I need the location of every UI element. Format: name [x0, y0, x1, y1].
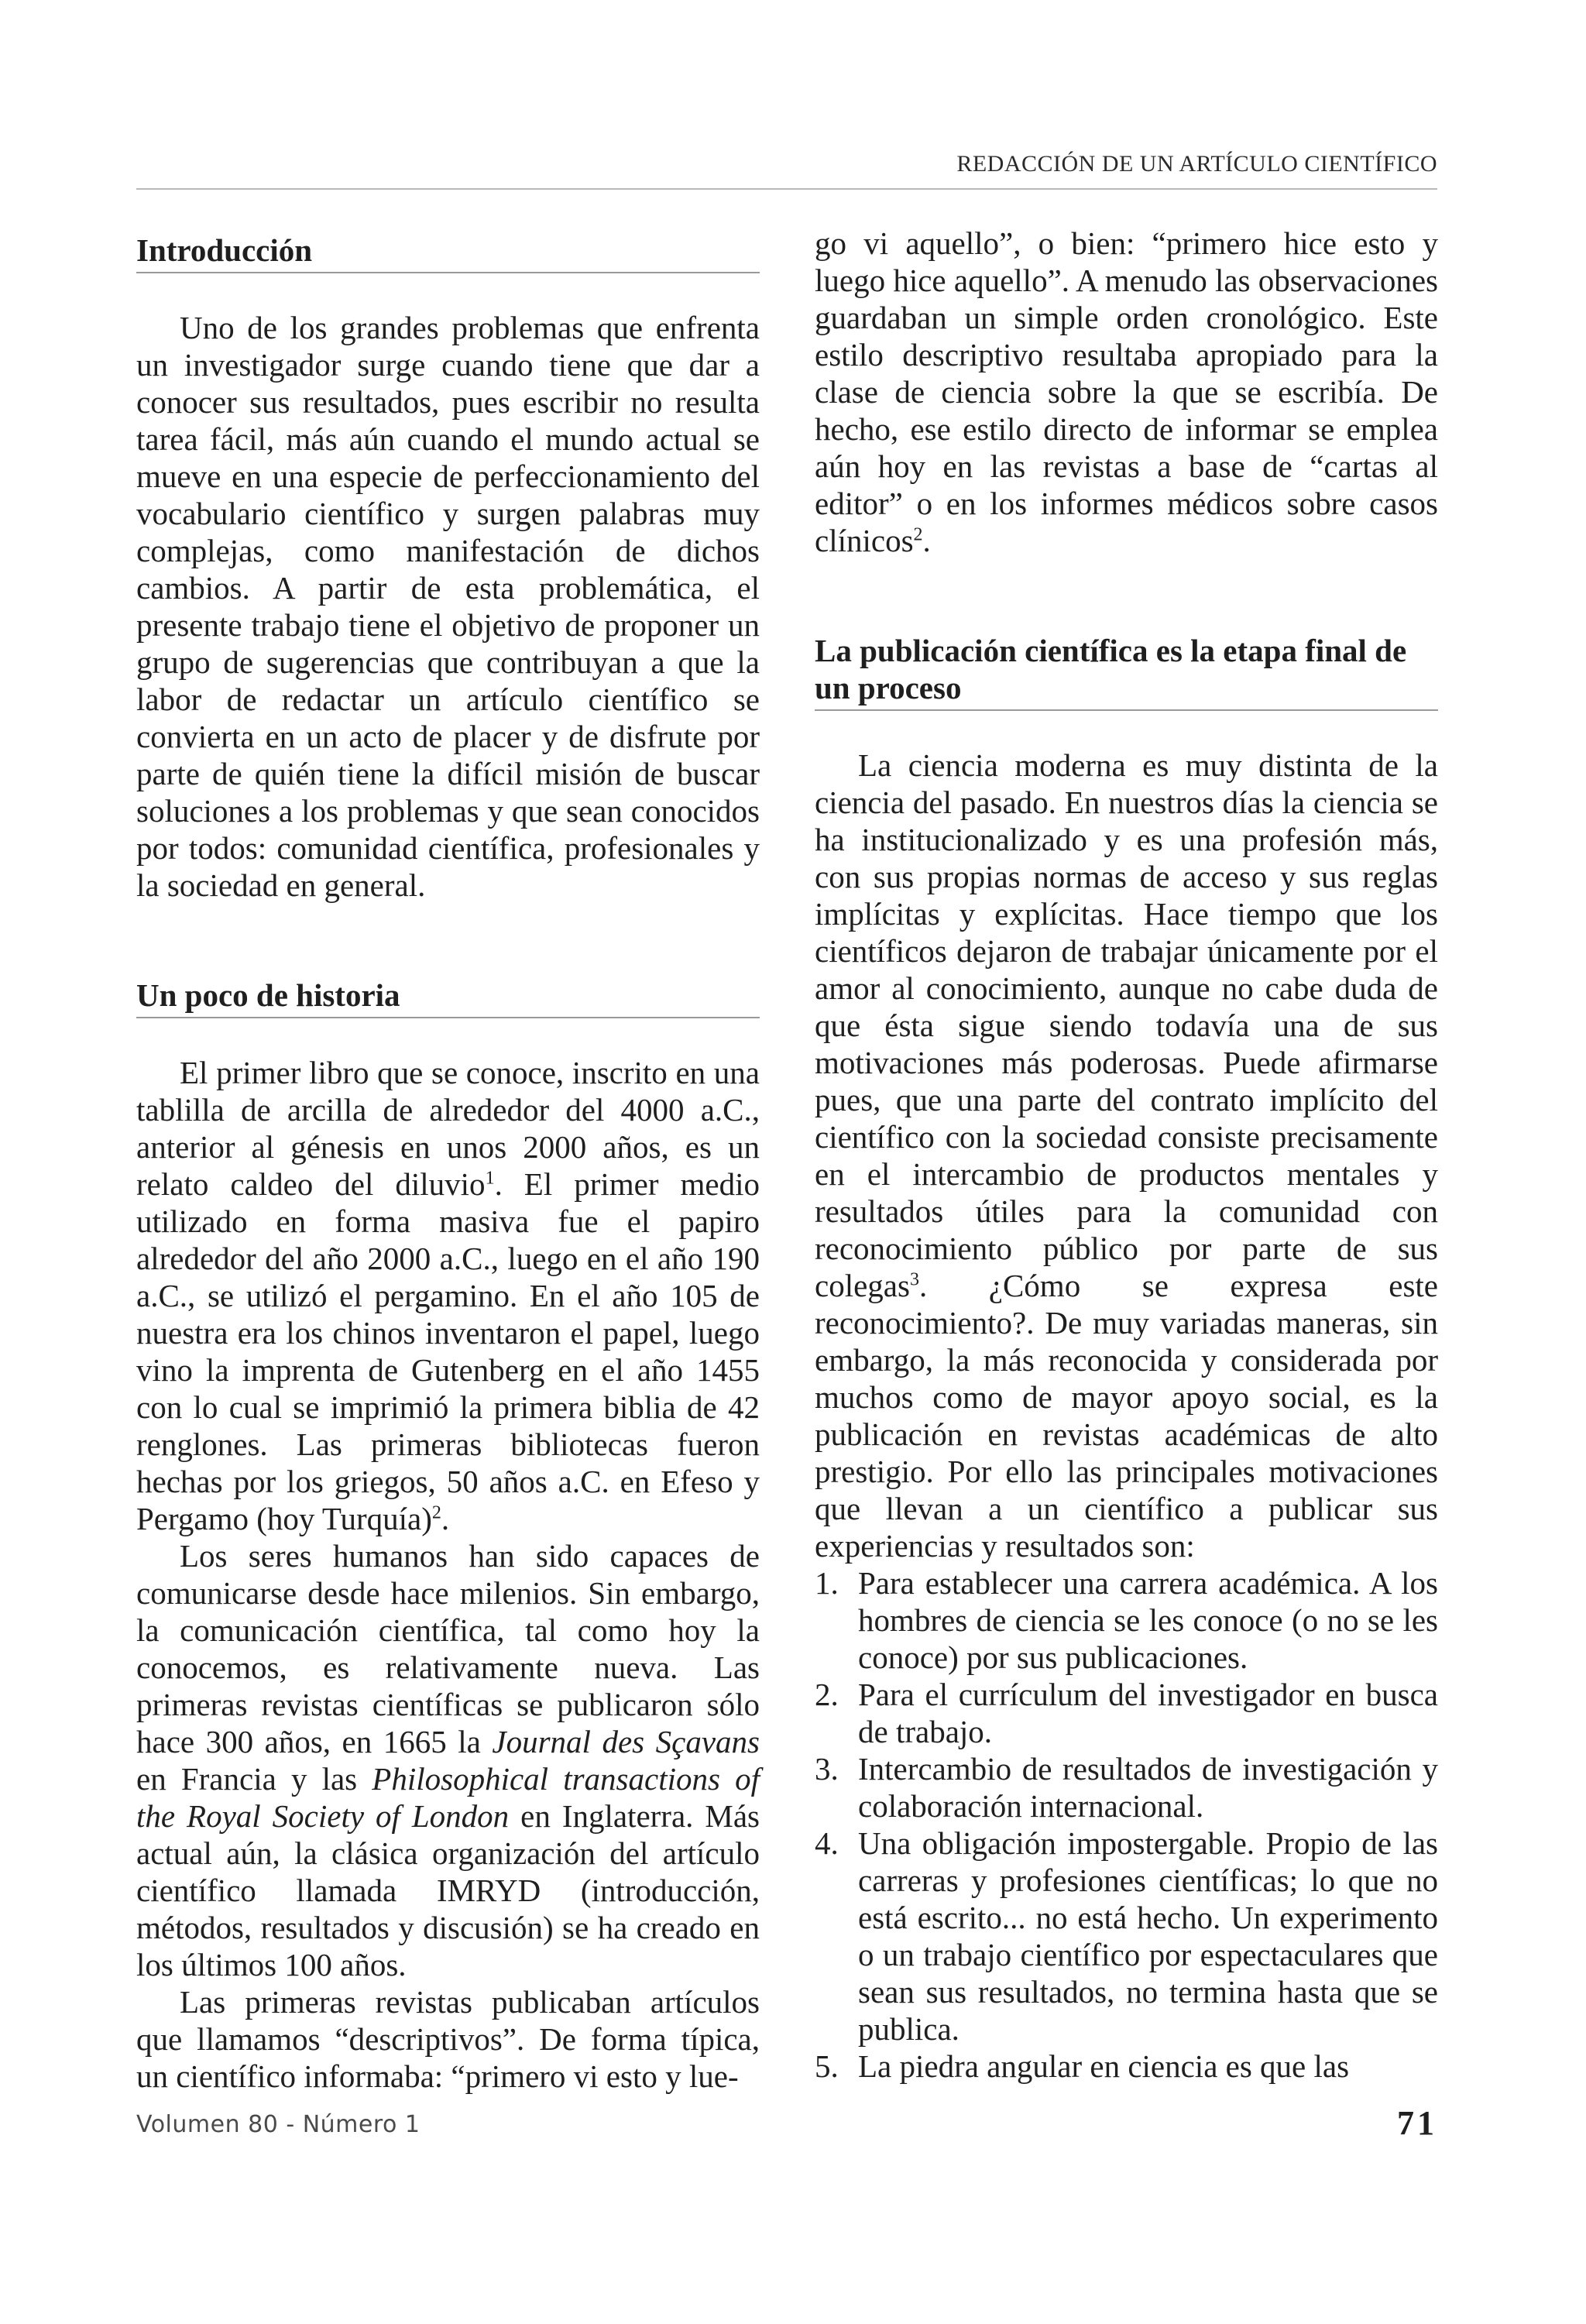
list-number: 4.	[815, 1825, 839, 1861]
reference-1: 1	[485, 1168, 495, 1189]
publication-p1-text-a: La ciencia moderna es muy distinta de la ciencia del pasado. En nuestros días la ciencia se ha institucionalizado y es una profesión más, con sus propias normas de acceso y sus reglas implícitas y explícitas. Hace tiempo que los científicos dejaron de trabajar únicamente por el amor al conocimiento, aunque no cabe duda de que ésta sigue siendo todavía una de sus motivaciones más poderosas. Puede afirmarse pues, que una parte del contrato implícito del científico con la sociedad consiste precisamente en el intercambio de productos mentales y resultados útiles para la comunidad con reconocimiento público por parte de sus colegas	[815, 747, 1438, 1303]
list-item	[815, 1825, 1438, 2048]
publication-p1-text-b: . ¿Cómo se expresa este reconocimiento?. De muy variadas maneras, sin embargo, la más reconocida y considerada por muchos como de mayor apoyo social, es la publicación en revistas académicas de alto prestigio. Por ello las principales motivaciones que llevan a un científico a publicar sus experiencias y resultados son:	[815, 1268, 1438, 1564]
right-column	[815, 225, 1438, 2085]
list-item	[815, 1564, 1438, 1676]
reference-3: 3	[909, 1269, 919, 1290]
section-title-historia: Un poco de historia	[136, 977, 760, 1018]
list-number: 1.	[815, 1565, 839, 1601]
history-p2-text-c: en Inglaterra. Más actual aún, la clásica organización del artículo científico llamada IMRYD (introducción, métodos, resultados y discusión) se ha creado en los últimos 100 años.	[136, 1798, 760, 1982]
header-divider	[136, 188, 1437, 190]
history-paragraph-2	[136, 1537, 760, 1983]
intro-paragraph: Uno de los grandes problemas que enfrenta un investigador surge cuando tiene que dar a conocer sus resultados, pues escribir no resulta tarea fácil, más aún cuando el mundo actual se mueve en una especie de perfeccionamiento del vocabulario científico y surgen palabras muy complejas, como manifestación de dichos cambios. A partir de esta problemática, el presente trabajo tiene el objetivo de proponer un grupo de sugerencias que contribuyan a que la labor de redactar un artículo científico se convierta en un acto de placer y de disfrute por parte de quién tiene la difícil misión de buscar soluciones a los problemas y que sean conocidos por todos: comunidad científica, profesionales y la sociedad en general.	[136, 310, 760, 903]
continuation-paragraph	[815, 225, 1438, 559]
reference-2: 2	[431, 1502, 441, 1523]
section-title-publicacion: La publicación científica es la etapa final de un proceso	[815, 632, 1438, 711]
continuation-text-b: .	[922, 523, 931, 558]
left-column	[136, 225, 760, 2095]
list-text: La piedra angular en ciencia es que las	[858, 2048, 1350, 2084]
list-number: 5.	[815, 2048, 839, 2084]
list-text: Una obligación impostergable. Propio de las carreras y profesiones científicas; lo que no está escrito... no está hecho. Un experimento o un trabajo científico por espectaculares que sean sus resultados, no termina hasta que se publica.	[858, 1825, 1438, 2047]
continuation-text-a: go vi aquello”, o bien: “primero hice esto y luego hice aquello”. A menudo las observaciones guardaban un simple orden cronológico. Este estilo descriptivo resultaba apropiado para la clase de ciencia sobre la que se escribía. De hecho, ese estilo directo de informar se emplea aún hoy en las revistas a base de “cartas al editor” o en los informes médicos sobre casos clínicos	[815, 225, 1438, 558]
section-title-introduccion: Introducción	[136, 232, 760, 273]
journal-title-royal-society: Philosophical transactions of the Royal Society of London	[136, 1761, 760, 1834]
history-paragraph-1	[136, 1054, 760, 1537]
page-number: 71	[1397, 2104, 1437, 2142]
history-p1-text-b: . El primer medio utilizado en forma masiva fue el papiro alrededor del año 2000 a.C., luego en el año 190 a.C., se utilizó el pergamino. En el año 105 de nuestra era los chinos inventaron el papel, luego vino la imprenta de Gutenberg en el año 1455 con lo cual se imprimió la primera biblia de 42 renglones. Las primeras bibliotecas fueron hechas por los griegos, 50 años a.C. en Efeso y Pergamo (hoy Turquía)	[136, 1166, 760, 1536]
journal-title-sçavans: Journal des Sçavans	[492, 1724, 760, 1759]
history-p2-text-b: en Francia y las	[136, 1761, 372, 1797]
history-p1-text-c: .	[441, 1501, 450, 1536]
history-p2-text-a: Los seres humanos han sido capaces de comunicarse desde hace milenios. Sin embargo, la comunicación científica, tal como hoy la conocemos, es relativamente nueva. Las primeras revistas científicas se publicaron sólo hace 300 años, en 1665 la	[136, 1538, 760, 1759]
running-title: REDACCIÓN DE UN ARTÍCULO CIENTÍFICO	[956, 151, 1437, 177]
list-text: Para establecer una carrera académica. A los hombres de ciencia se les conoce (o no se les conoce) por sus publicaciones.	[858, 1565, 1438, 1675]
reference-2b: 2	[913, 524, 923, 545]
footer-volume: Volumen 80 - Número 1	[136, 2111, 421, 2138]
history-p1-text-a: El primer libro que se conoce, inscrito en una tablilla de arcilla de alrededor del 4000 a.C., anterior al génesis en unos 2000 años, es un relato caldeo del diluvio	[136, 1055, 760, 1202]
list-text: Para el currículum del investigador en busca de trabajo.	[858, 1677, 1438, 1749]
motivations-list	[815, 1564, 1438, 2085]
list-item	[815, 1750, 1438, 1825]
list-item	[815, 2048, 1438, 2085]
list-text: Intercambio de resultados de investigación y colaboración internacional.	[858, 1751, 1438, 1824]
list-number: 3.	[815, 1751, 839, 1787]
publication-paragraph-1	[815, 747, 1438, 1564]
list-number: 2.	[815, 1677, 839, 1712]
history-paragraph-3: Las primeras revistas publicaban artículos que llamamos “descriptivos”. De forma típica, un científico informaba: “primero vi esto y lue-	[136, 1984, 760, 2094]
list-item	[815, 1676, 1438, 1750]
